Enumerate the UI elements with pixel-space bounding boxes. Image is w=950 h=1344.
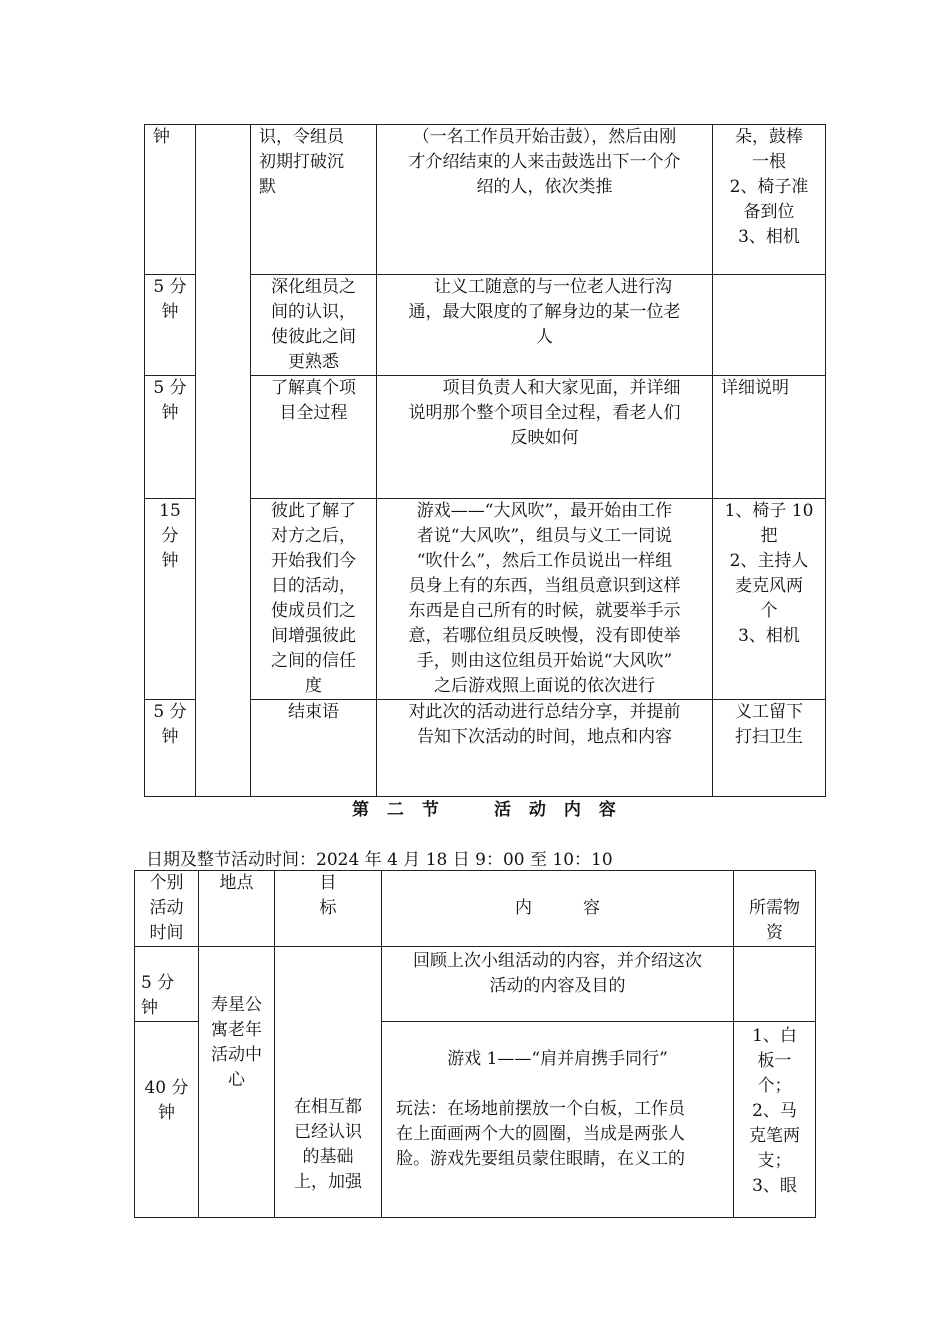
materials-cell: 详细说明 [713,376,826,499]
materials-cell: 1、白 板一 个； 2、马 克笔两 支； 3、眼 [734,1022,816,1218]
content-cell: 项目负责人和大家见面，并详细 说明那个整个项目全过程，看老人们 反映如何 [377,376,713,499]
game-rules: 玩法：在场地前摆放一个白板，工作员 在上面画两个大的圆圈，当成是两张人 脸。游戏先要组员蒙住眼睛，在义工的 [396,1099,685,1169]
section-number: 第 二 节 [352,800,445,820]
content-cell: 游戏——“大风吹”，最开始由工作 者说“大风吹”，组员与义工一同说 “吹什么”，然后工作员说出一样组 员身上有的东西，当组员意识到这样 东西是自己所有的时候，就要举手示 意，若哪位组员反映慢，没有即使举 手，则由这位组员开始说“大风吹” 之后游戏照上面说的依次进行 [377,499,713,700]
location-cell [196,125,251,797]
goal-cell: 识，令组员 初期打破沉 默 [251,125,377,275]
activity-table-session-1 [144,124,826,797]
table-row [145,125,826,275]
goal-cell: 彼此了解了 对方之后， 开始我们今 日的活动， 使成员们之 间增强彼此 之间的信任 度 [251,499,377,700]
content-cell: （一名工作员开始击鼓），然后由刚 才介绍结束的人来击鼓选出下一个介 绍的人，依次类推 [377,125,713,275]
location-cell: 寿星公 寓老年 活动中 心 [199,947,275,1218]
time-cell: 5 分 钟 [145,275,196,376]
time-cell: 15 分 钟 [145,499,196,700]
time-cell: 5 分 钟 [145,376,196,499]
time-cell: 5 分 钟 [145,700,196,797]
content-cell: 对此次的活动进行总结分享，并提前 告知下次活动的时间，地点和内容 [377,700,713,797]
goal-cell: 在相互都 已经认识 的基础 上，加强 [275,947,382,1218]
content-cell: 让义工随意的与一位老人进行沟 通，最大限度的了解身边的某一位老 人 [377,275,713,376]
time-cell: 40 分 钟 [135,1022,199,1218]
materials-cell: 义工留下 打扫卫生 [713,700,826,797]
materials-cell: 1、椅子 10 把 2、主持人 麦克风两 个 3、相机 [713,499,826,700]
table-header-row [135,871,816,947]
materials-cell [734,947,816,1022]
header-time: 个别 活动 时间 [135,871,199,947]
header-materials: 所需物 资 [734,871,816,947]
time-cell: 钟 [145,125,196,275]
table-row [135,947,816,1022]
goal-cell: 深化组员之 间的认识， 使彼此之间 更熟悉 [251,275,377,376]
activity-table-session-2 [134,870,816,1218]
materials-cell: 朵，鼓棒 一根 2、椅子准 备到位 3、相机 [713,125,826,275]
game-title: 游戏 1——“肩并肩携手同行” [447,1049,668,1069]
time-cell: 5 分 钟 [135,947,199,1022]
section-title: 活 动 内 容 [494,800,622,820]
header-content: 内 容 [382,871,734,947]
goal-cell: 了解真个项 目全过程 [251,376,377,499]
content-cell [382,1022,734,1218]
content-cell: 回顾上次小组活动的内容，并介绍这次 活动的内容及目的 [382,947,734,1022]
goal-cell: 结束语 [251,700,377,797]
header-location: 地点 [199,871,275,947]
materials-cell [713,275,826,376]
header-goal: 目 标 [275,871,382,947]
date-time-line: 日期及整节活动时间：2024 年 4 月 18 日 9：00 至 10：10 [146,850,613,870]
